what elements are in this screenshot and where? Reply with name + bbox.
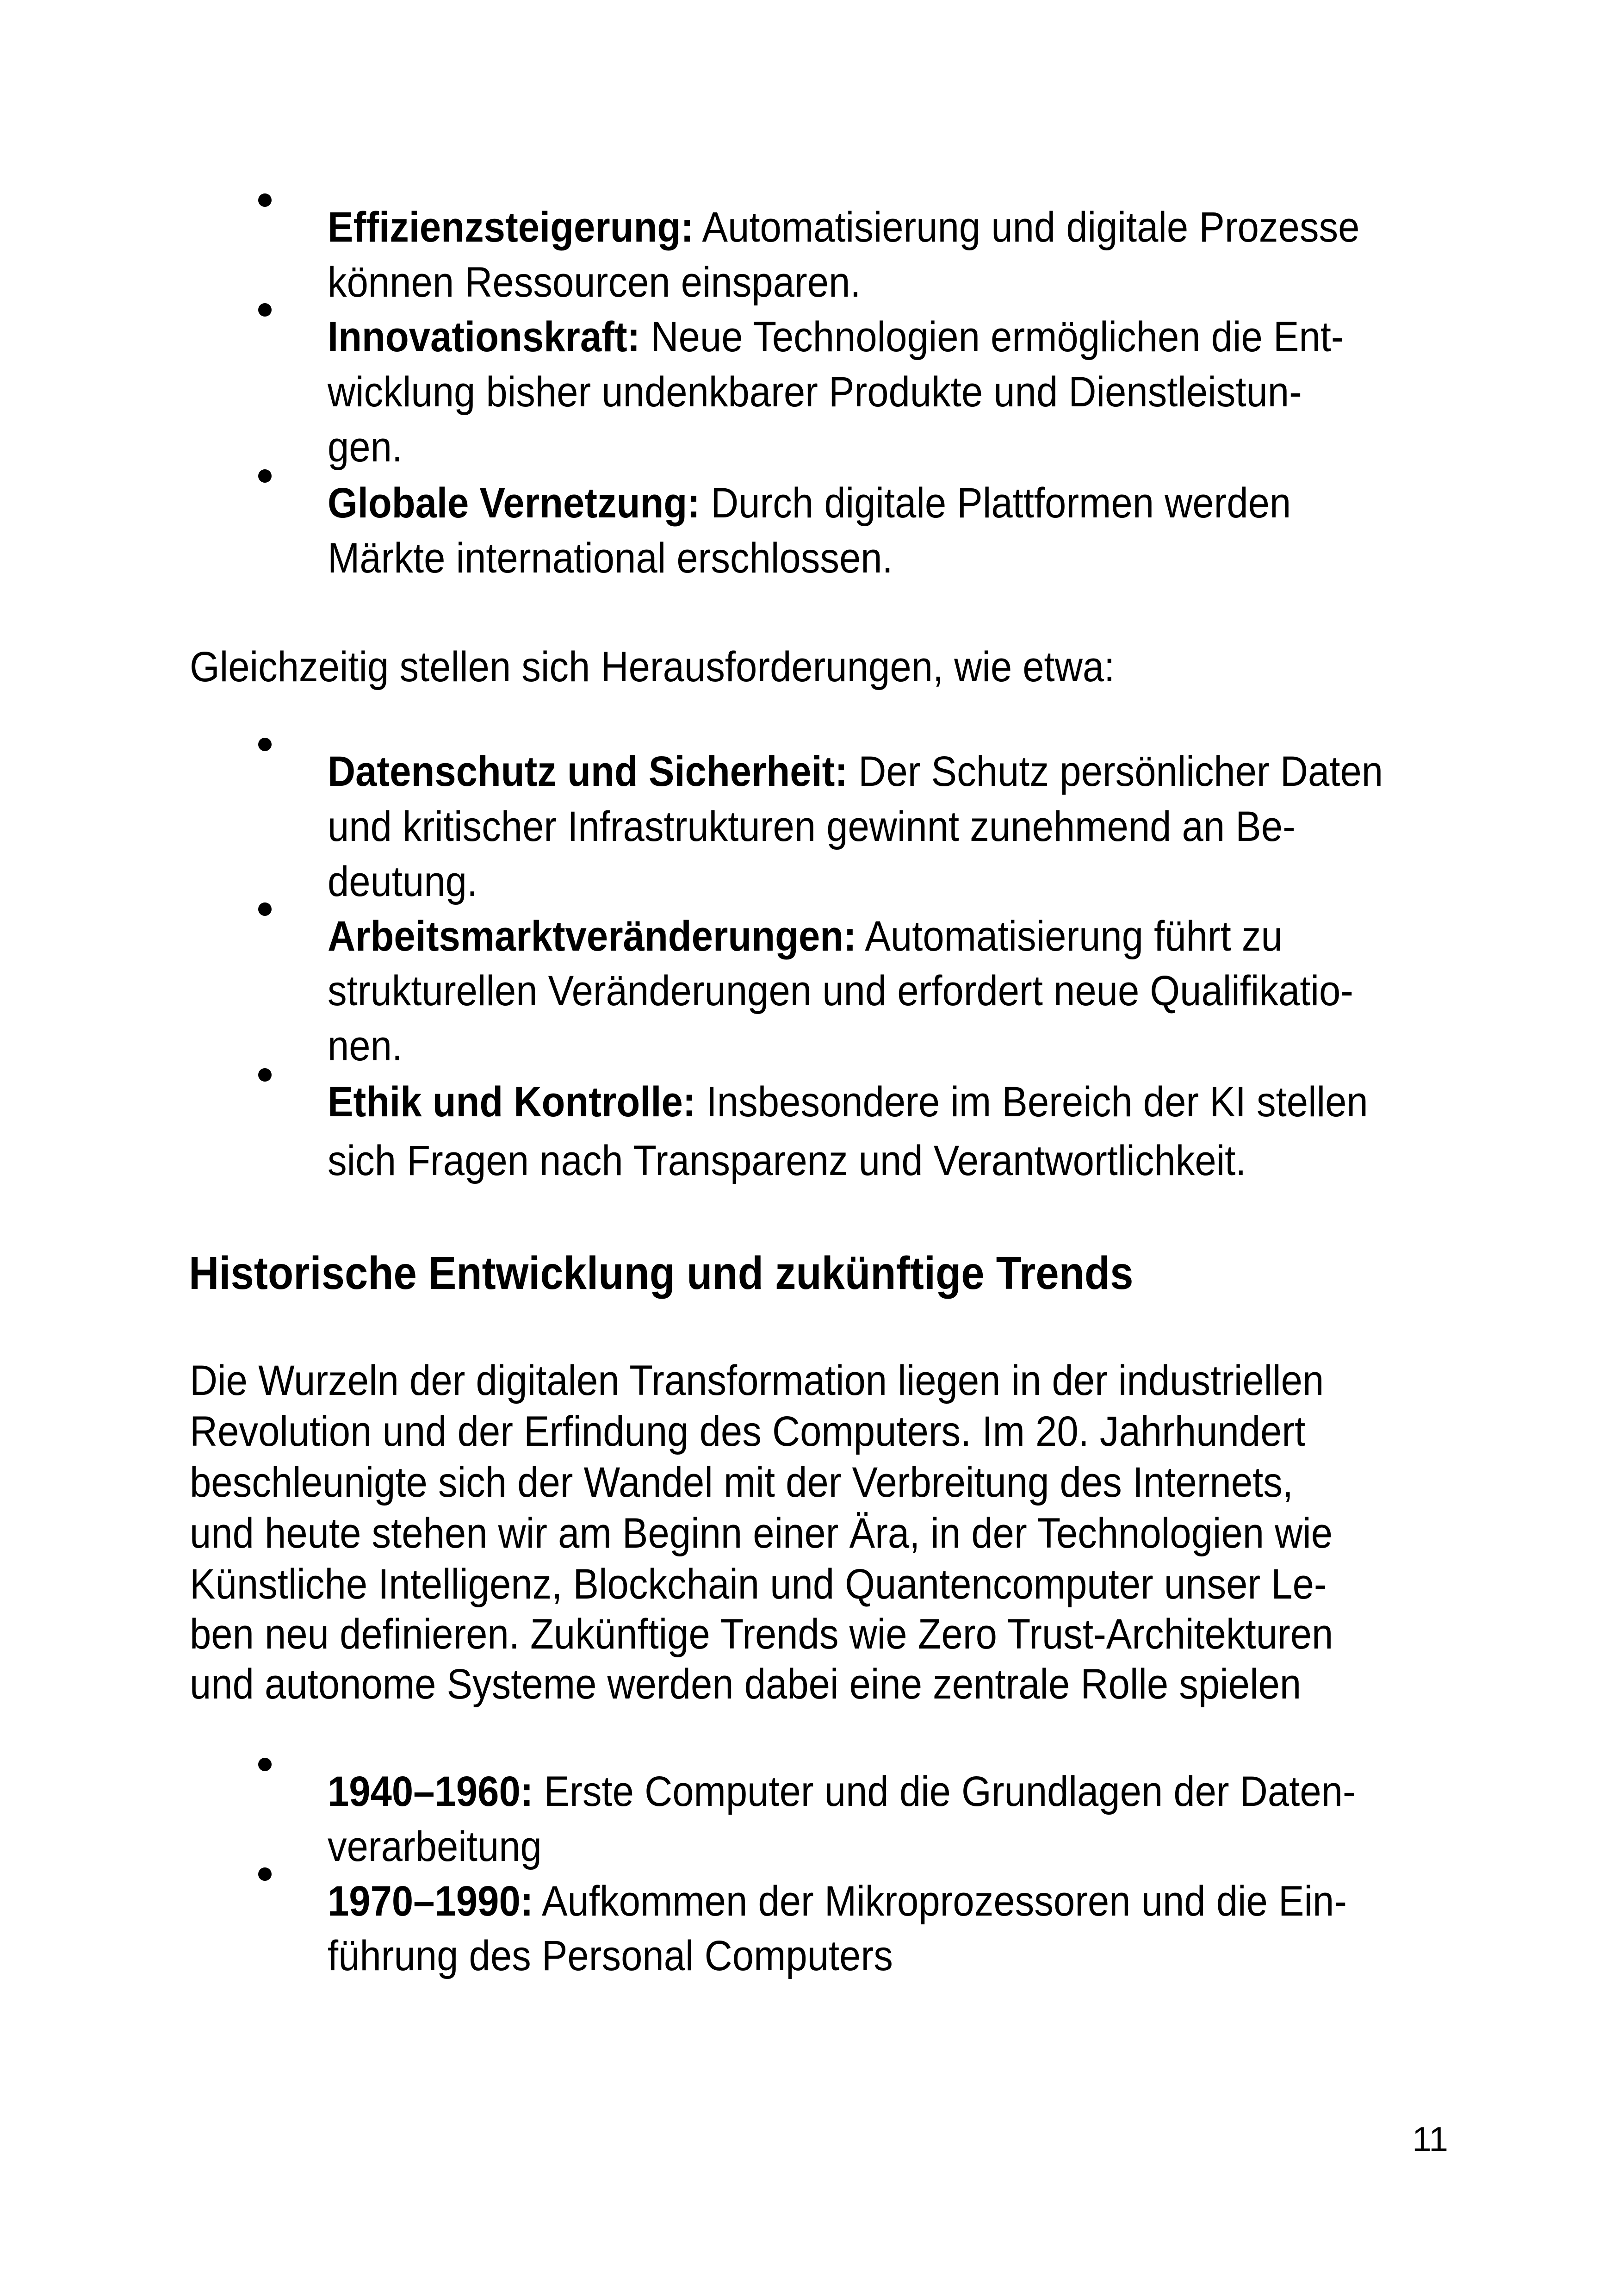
paragraph-line: Künstliche Intelligenz, Blockchain und Quantencomputer unser Le- — [190, 1561, 1327, 1608]
list-item-text: gen. — [328, 423, 403, 471]
list-item-continuation — [328, 799, 1296, 854]
list-item-text: Aufkommen der Mikroprozessoren und die Ein- — [533, 1878, 1347, 1925]
list-item-innovation — [328, 310, 1344, 365]
list-item-term: Ethik und Kontrolle: — [328, 1078, 696, 1126]
list-item-term: Arbeitsmarktveränderungen: — [328, 913, 856, 960]
list-item-continuation — [328, 365, 1302, 420]
list-item-continuation — [328, 255, 861, 310]
bullet-icon — [258, 303, 272, 317]
list-item-text: deutung. — [328, 858, 478, 905]
list-item-text: wicklung bisher undenkbarer Produkte und Dienstleistun- — [328, 368, 1302, 416]
list-item-continuation — [328, 854, 477, 909]
list-item-continuation — [328, 420, 403, 475]
list-item-ethics — [328, 1075, 1368, 1130]
list-item-global-networking — [328, 476, 1291, 531]
list-item-term: 1970–1990: — [328, 1878, 533, 1925]
list-item-text: Märkte international erschlossen. — [328, 535, 893, 582]
paragraph-line: Die Wurzeln der digitalen Transformation liegen in der industriellen — [190, 1357, 1324, 1404]
list-item-text: sich Fragen nach Transparenz und Verantwortlichkeit. — [328, 1137, 1246, 1184]
list-item-text: Erste Computer und die Grundlagen der Daten- — [533, 1768, 1356, 1815]
list-item-continuation — [328, 531, 893, 586]
list-item-labor-market — [328, 909, 1283, 964]
list-item-text: Durch digitale Plattformen werden — [700, 479, 1291, 527]
list-item-text: Neue Technologien ermöglichen die Ent- — [640, 313, 1344, 361]
list-item-text: nen. — [328, 1022, 403, 1070]
list-item-text: Automatisierung führt zu — [856, 913, 1283, 960]
list-item-text: und kritischer Infrastrukturen gewinnt zunehmend an Be- — [328, 803, 1296, 850]
bullet-icon — [258, 738, 272, 751]
list-item-term: Innovationskraft: — [328, 313, 640, 361]
list-item-continuation — [328, 1019, 403, 1074]
list-item-data-protection — [328, 744, 1383, 799]
bullet-icon — [258, 469, 272, 483]
bullet-icon — [258, 1867, 272, 1881]
list-item-continuation — [328, 1133, 1246, 1188]
list-item-text: Automatisierung und digitale Prozesse — [694, 204, 1360, 251]
list-item-text: Insbesondere im Bereich der KI stellen — [695, 1078, 1368, 1126]
bullet-icon — [258, 1068, 272, 1082]
list-item-term: Effizienzsteigerung: — [328, 204, 694, 251]
list-item-term: 1940–1960: — [328, 1768, 533, 1815]
list-item-continuation — [328, 1929, 893, 1984]
bullet-icon — [258, 902, 272, 916]
paragraph-line: beschleunigte sich der Wandel mit der Verbreitung des Internets, — [190, 1459, 1294, 1506]
list-item-continuation — [328, 1819, 542, 1874]
bullet-icon — [258, 1758, 272, 1771]
paragraph-line: und autonome Systeme werden dabei eine zentrale Rolle spielen — [190, 1661, 1302, 1708]
list-item-efficiency — [328, 200, 1359, 255]
list-item-continuation — [328, 964, 1353, 1019]
paragraph-line: und heute stehen wir am Beginn einer Ära, in der Technologien wie — [190, 1510, 1333, 1557]
bullet-icon — [258, 193, 272, 207]
list-item-text: können Ressourcen einsparen. — [328, 259, 861, 306]
page-number: 11 — [1412, 2120, 1448, 2159]
list-item-text: verarbeitung — [328, 1823, 542, 1870]
section-heading: Historische Entwicklung und zukünftige Trends — [189, 1247, 1134, 1299]
paragraph-line: ben neu definieren. Zukünftige Trends wie Zero Trust-Architekturen — [190, 1611, 1333, 1658]
list-item-1970-1990 — [328, 1874, 1347, 1929]
challenges-intro: Gleichzeitig stellen sich Herausforderungen, wie etwa: — [190, 643, 1115, 691]
list-item-text: strukturellen Veränderungen und erfordert neue Qualifikatio- — [328, 967, 1354, 1014]
list-item-text: Der Schutz persönlicher Daten — [848, 748, 1383, 795]
paragraph-line: Revolution und der Erfindung des Computers. Im 20. Jahrhundert — [190, 1408, 1306, 1455]
list-item-text: führung des Personal Computers — [328, 1932, 893, 1979]
list-item-term: Globale Vernetzung: — [328, 479, 700, 527]
list-item-term: Datenschutz und Sicherheit: — [328, 748, 848, 795]
list-item-1940-1960 — [328, 1764, 1356, 1819]
